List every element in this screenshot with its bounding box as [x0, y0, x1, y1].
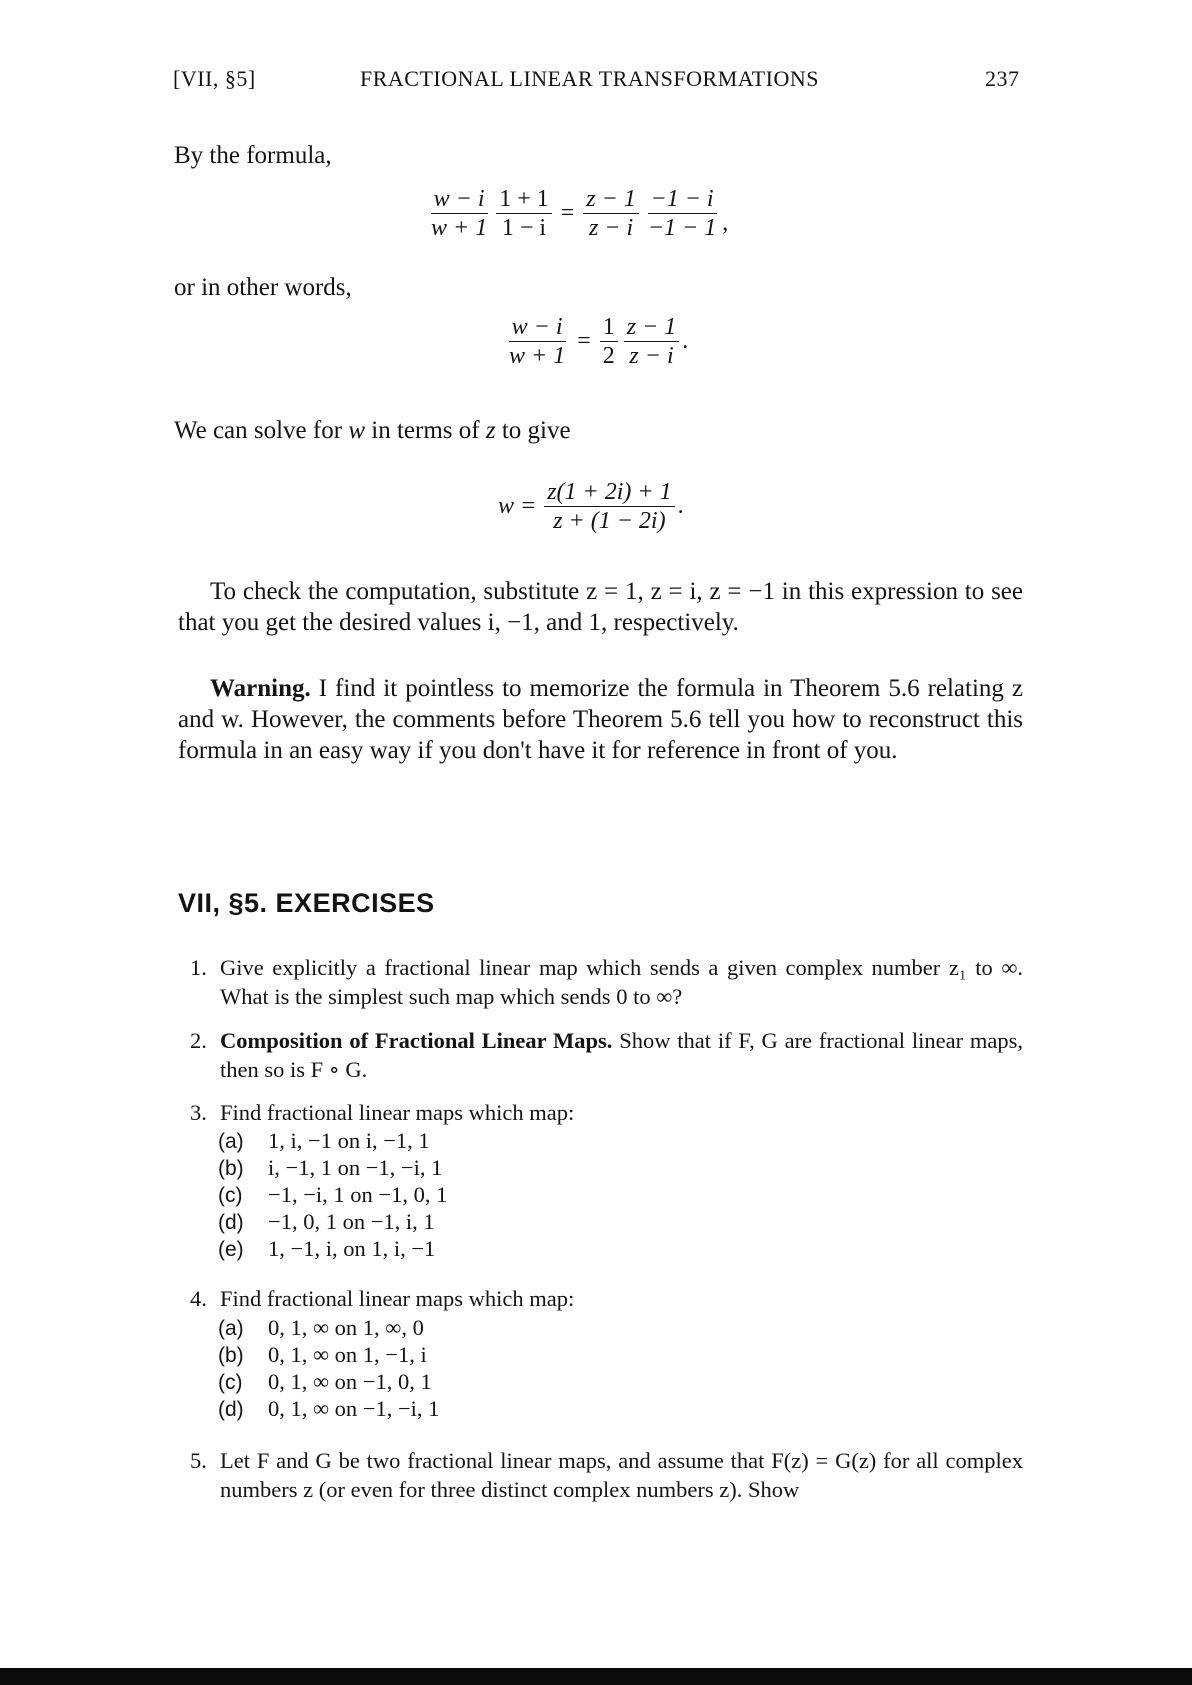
exercise-4-part-c [218, 1367, 432, 1397]
exercise-1 [190, 953, 1023, 1011]
eq1-f3-numerator: z − 1 [583, 185, 639, 214]
section-reference: [VII, §5] [173, 66, 256, 91]
part-text: 1, −1, i, on 1, i, −1 [268, 1236, 436, 1261]
part-text: −1, −i, 1 on −1, 0, 1 [268, 1182, 448, 1207]
part-label: (a) [218, 1317, 244, 1340]
exercise-3-part-a [218, 1126, 430, 1156]
equation-1 [425, 185, 728, 242]
part-label: (b) [218, 1344, 244, 1367]
part-text: −1, 0, 1 on −1, i, 1 [268, 1209, 435, 1234]
eq1-f4-denominator: −1 − 1 [647, 215, 717, 241]
exercise-title: Composition of Fractional Linear Maps. [220, 1028, 613, 1053]
exercises-heading: VII, §5. EXERCISES [178, 888, 435, 918]
paragraph-check: To check the computation, substitute z = 1, z = i, z = −1 in this expression to see that you get the desired values i, −1, and 1, respectively. [178, 578, 1023, 636]
text-by-formula: By the formula, [174, 142, 332, 169]
exercise-4-part-d [218, 1394, 439, 1424]
eq1-fraction-1 [428, 185, 490, 242]
exercise-text: Let F and G be two fractional linear maps, and assume that F(z) = G(z) for all complex numbers z (or even for three distinct complex numbers z). Show [220, 1448, 1023, 1502]
eq1-f4-numerator: −1 − i [648, 185, 717, 214]
exercise-text: Find fractional linear maps which map: [220, 1100, 575, 1125]
exercise-5 [190, 1446, 1023, 1504]
eq3-denominator: z + (1 − 2i) [553, 508, 666, 534]
eq3-numerator: z(1 + 2i) + 1 [544, 478, 674, 507]
exercise-number: 1. [190, 955, 207, 980]
text-in-other-words: or in other words, [174, 274, 352, 301]
part-text: 0, 1, ∞ on −1, −i, 1 [268, 1396, 440, 1421]
exercise-text: Give explicitly a fractional linear map which sends a given complex number z₁ to ∞. What is the simplest such map which sends 0 to ∞? [220, 955, 1023, 1009]
part-label: (b) [218, 1157, 244, 1180]
equation-2 [503, 313, 688, 370]
exercise-3-part-d [218, 1207, 435, 1237]
eq2-f3-denominator: z − i [629, 343, 674, 369]
exercise-4-part-b [218, 1340, 427, 1370]
exercise-number: 4. [190, 1286, 207, 1311]
eq2-fraction-half [600, 313, 618, 370]
equation-3 [498, 478, 684, 535]
eq1-fraction-3 [583, 185, 639, 242]
exercise-3-part-c [218, 1180, 447, 1210]
exercise-4 [190, 1284, 1023, 1313]
eq2-f2-denominator: 2 [602, 343, 615, 369]
eq1-equals: = [560, 200, 575, 226]
part-text: 1, i, −1 on i, −1, 1 [268, 1128, 430, 1153]
part-label: (c) [218, 1371, 243, 1394]
exercise-2 [190, 1026, 1023, 1084]
eq2-f1-numerator: w − i [509, 313, 566, 342]
exercise-3-part-b [218, 1153, 442, 1183]
eq1-f2-denominator: 1 − i [501, 215, 547, 241]
eq2-equals: = [577, 328, 591, 354]
eq2-f2-numerator: 1 [600, 313, 618, 342]
part-label: (d) [218, 1398, 244, 1421]
warning-text: I find it pointless to memorize the formula in Theorem 5.6 relating z and w. However, the comments before Theorem 5.6 tell you how to reconstruct this formula in an easy way if you don't have it for reference in front of you. [178, 675, 1024, 764]
exercise-3-part-e [218, 1234, 435, 1264]
exercise-number: 5. [190, 1448, 207, 1473]
part-label: (e) [218, 1238, 244, 1261]
eq3-fraction [544, 478, 674, 535]
eq3-period: . [677, 493, 684, 519]
text-solve-intro: We can solve for w in terms of z to give [174, 417, 571, 444]
paragraph-warning [178, 673, 1023, 766]
warning-label: Warning. [210, 675, 311, 702]
eq2-period: . [682, 328, 689, 354]
eq1-fraction-2 [496, 185, 552, 242]
eq2-f3-numerator: z − 1 [624, 313, 680, 342]
eq2-fraction-3 [624, 313, 680, 370]
exercise-4-part-a [218, 1313, 424, 1343]
exercise-number: 2. [190, 1028, 207, 1053]
exercise-3 [190, 1098, 1023, 1127]
part-text: i, −1, 1 on −1, −i, 1 [268, 1155, 443, 1180]
part-text: 0, 1, ∞ on 1, −1, i [268, 1342, 427, 1367]
exercise-text: Show that if F, G are fractional linear maps, then so is F ∘ G. [220, 1028, 1023, 1082]
eq2-fraction-1 [506, 313, 568, 370]
exercise-text: Find fractional linear maps which map: [220, 1286, 575, 1311]
eq1-f1-denominator: w + 1 [431, 215, 488, 241]
eq1-f2-numerator: 1 + 1 [496, 185, 552, 214]
part-text: 0, 1, ∞ on 1, ∞, 0 [268, 1315, 424, 1340]
part-text: 0, 1, ∞ on −1, 0, 1 [268, 1369, 432, 1394]
eq1-f3-denominator: z − i [588, 215, 634, 241]
eq1-comma: , [722, 210, 729, 236]
eq1-fraction-4 [645, 185, 719, 242]
running-title: FRACTIONAL LINEAR TRANSFORMATIONS [360, 66, 819, 91]
part-label: (a) [218, 1130, 244, 1153]
exercise-number: 3. [190, 1100, 207, 1125]
scan-border [0, 1668, 1192, 1685]
eq2-f1-denominator: w + 1 [509, 343, 566, 369]
eq3-lhs: w = [498, 493, 537, 519]
part-label: (d) [218, 1211, 244, 1234]
part-label: (c) [218, 1184, 243, 1207]
page-number: 237 [985, 66, 1020, 91]
eq1-f1-numerator: w − i [431, 185, 488, 214]
